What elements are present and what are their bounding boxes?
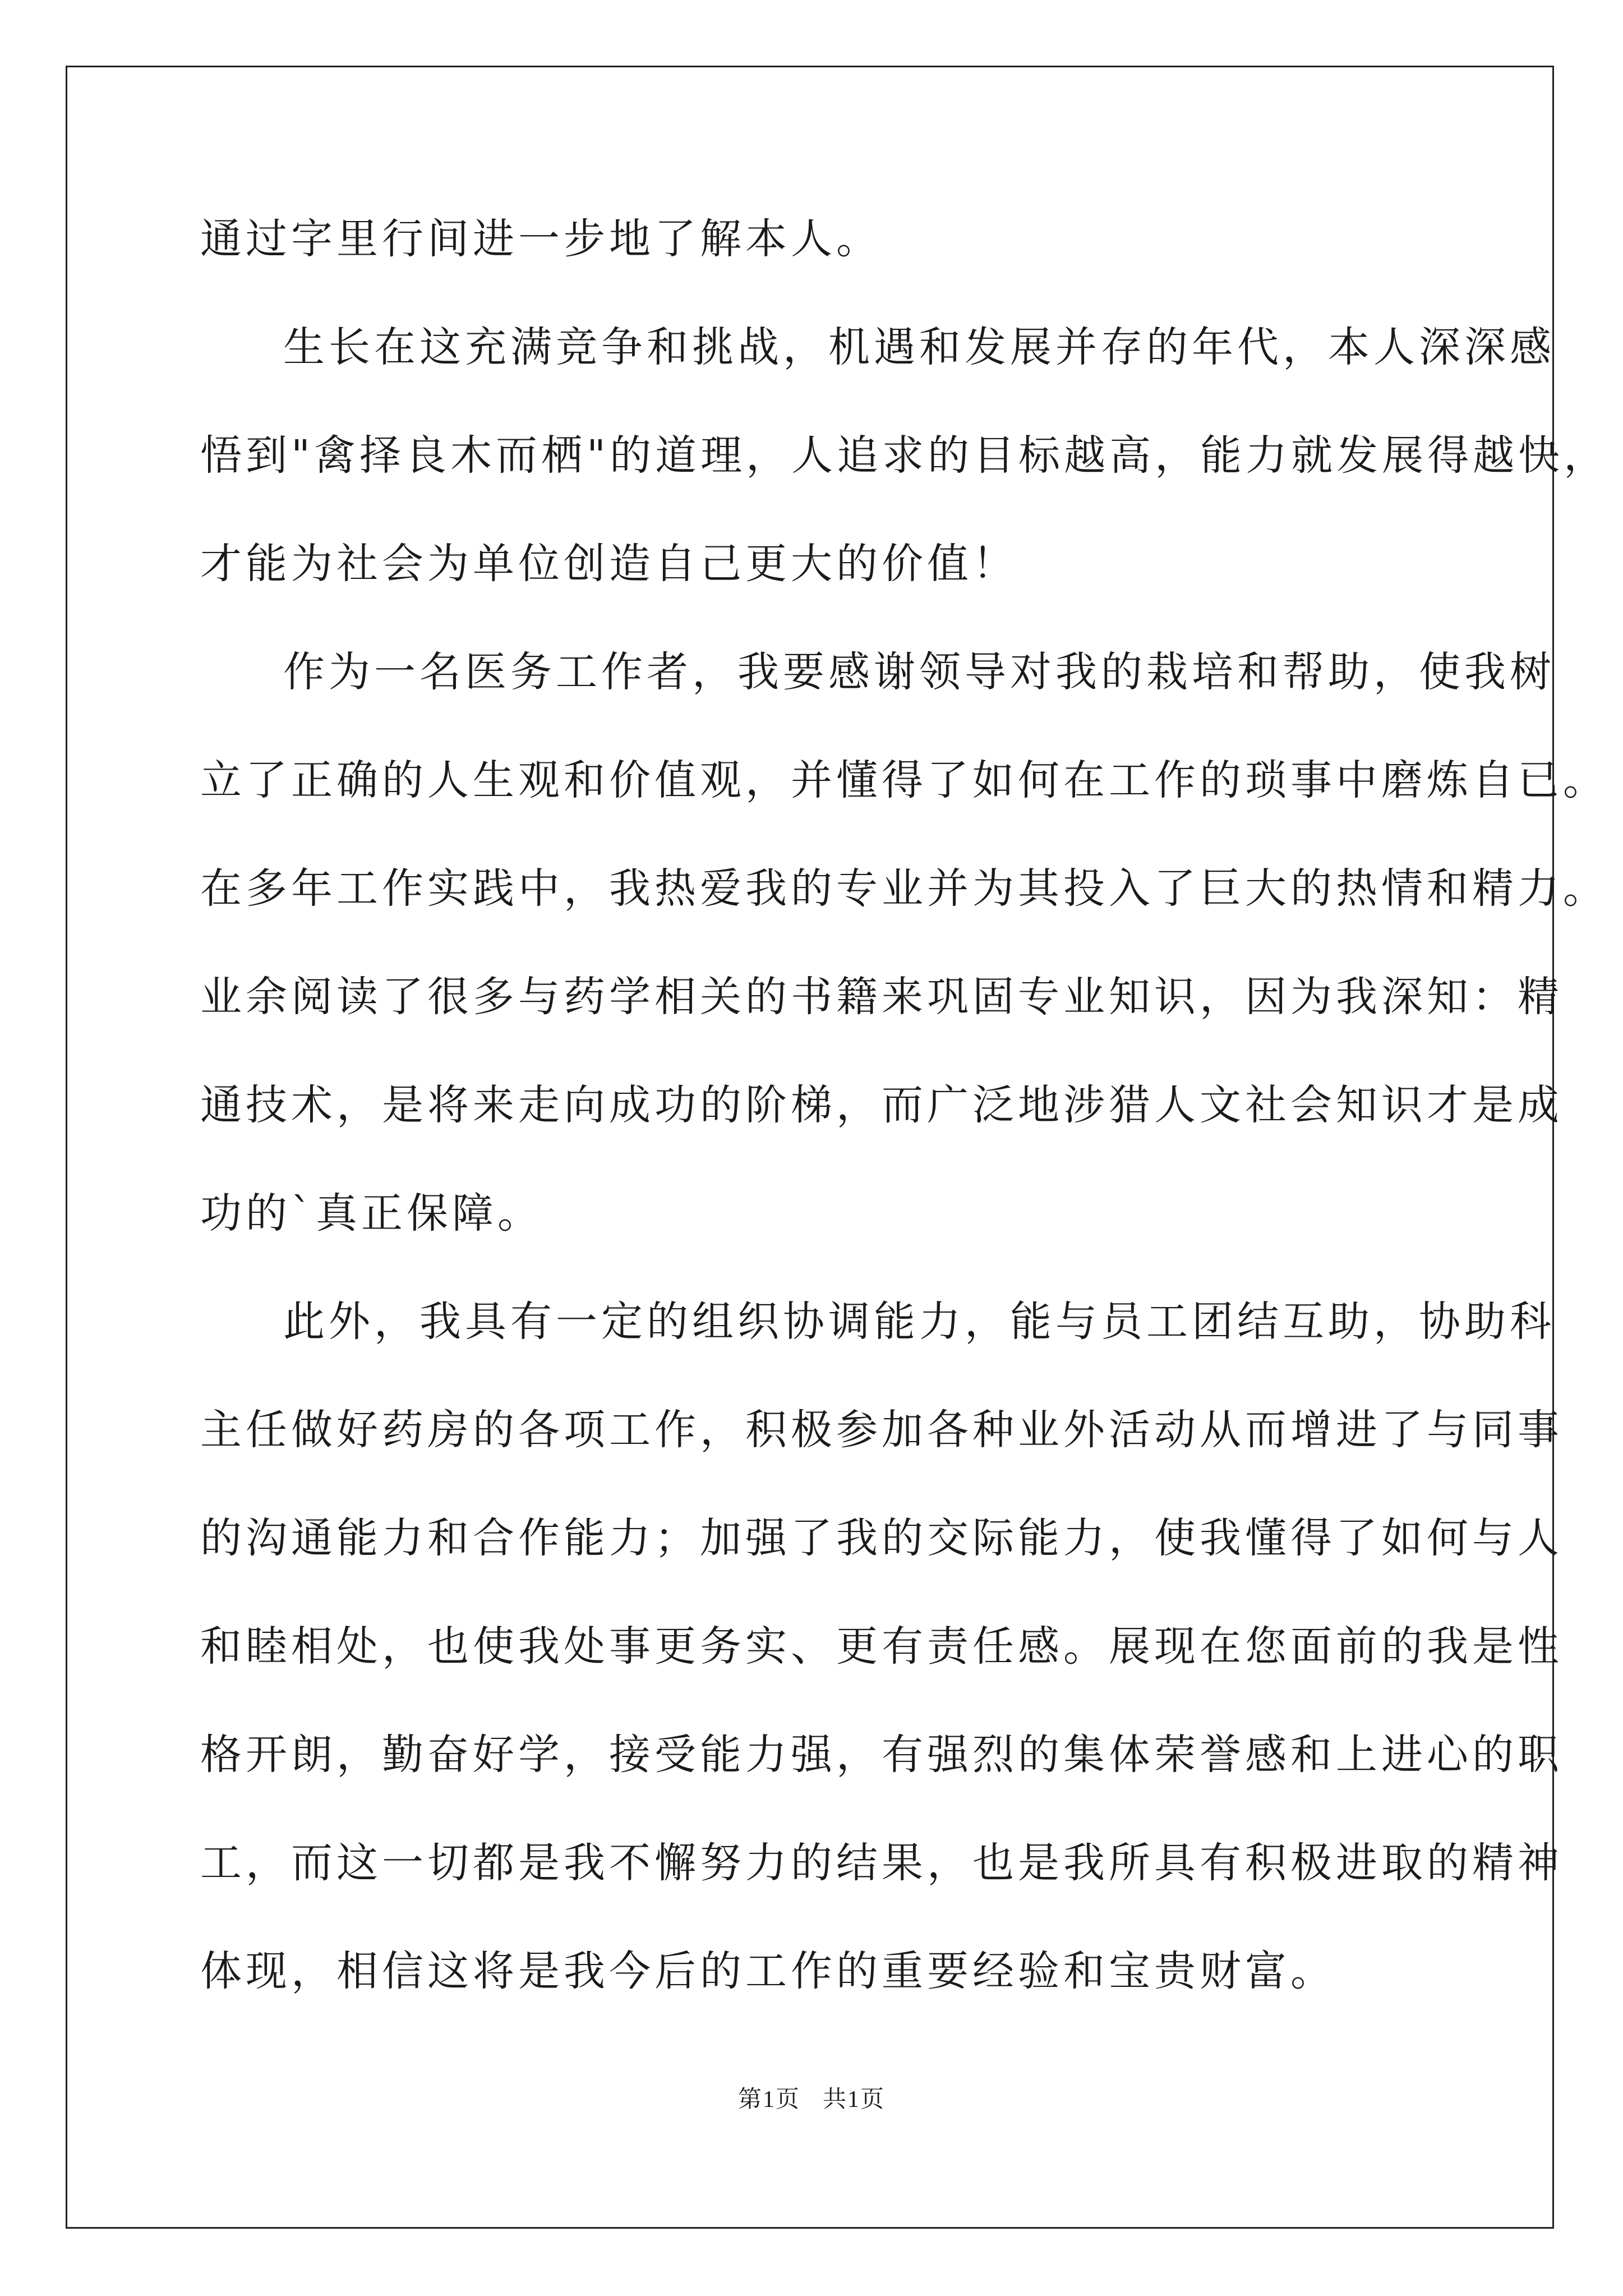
page-total: 共1页 [823,2087,886,2113]
text-line: 格开朗，勤奋好学，接受能力强，有强烈的集体荣誉感和上进心的职 [200,1731,1563,1779]
text-line: 通过字里行间进一步地了解本人。 [200,215,882,263]
document-body [200,214,1610,2055]
text-line: 生长在这充满竞争和挑战，机遇和发展并存的年代，本人深深感 [283,323,1555,371]
text-line: 悟到"禽择良木而栖"的道理，人追求的目标越高，能力就发展得越快， [200,431,1610,480]
text-line: 此外，我具有一定的组织协调能力，能与员工团结互助，协助科 [283,1297,1555,1346]
text-line: 功的`真正保障。 [200,1189,543,1237]
page-footer [0,2086,1623,2114]
page-number: 第1页 [737,2087,800,2113]
text-line: 主任做好药房的各项工作，积极参加各种业外活动从而增进了与同事 [200,1406,1563,1454]
text-line: 的沟通能力和合作能力；加强了我的交际能力，使我懂得了如何与人 [200,1514,1563,1562]
text-line: 立了正确的人生观和价值观，并懂得了如何在工作的琐事中磨炼自已。 [200,756,1608,804]
text-line: 通技术，是将来走向成功的阶梯，而广泛地涉猎人文社会知识才是成 [200,1081,1563,1129]
text-line: 工，而这一切都是我不懈努力的结果，也是我所具有积极进取的精神 [200,1839,1563,1887]
text-line: 才能为社会为单位创造自己更大的价值！ [200,540,1018,588]
text-line: 作为一名医务工作者，我要感谢领导对我的栽培和帮助，使我树 [283,648,1555,696]
text-line: 业余阅读了很多与药学相关的书籍来巩固专业知识，因为我深知：精 [200,973,1563,1021]
text-line: 体现，相信这将是我今后的工作的重要经验和宝贵财富。 [200,1947,1336,1995]
text-line: 在多年工作实践中，我热爱我的专业并为其投入了巨大的热情和精力。 [200,864,1608,913]
text-line: 和睦相处，也使我处事更务实、更有责任感。展现在您面前的我是性 [200,1622,1563,1671]
